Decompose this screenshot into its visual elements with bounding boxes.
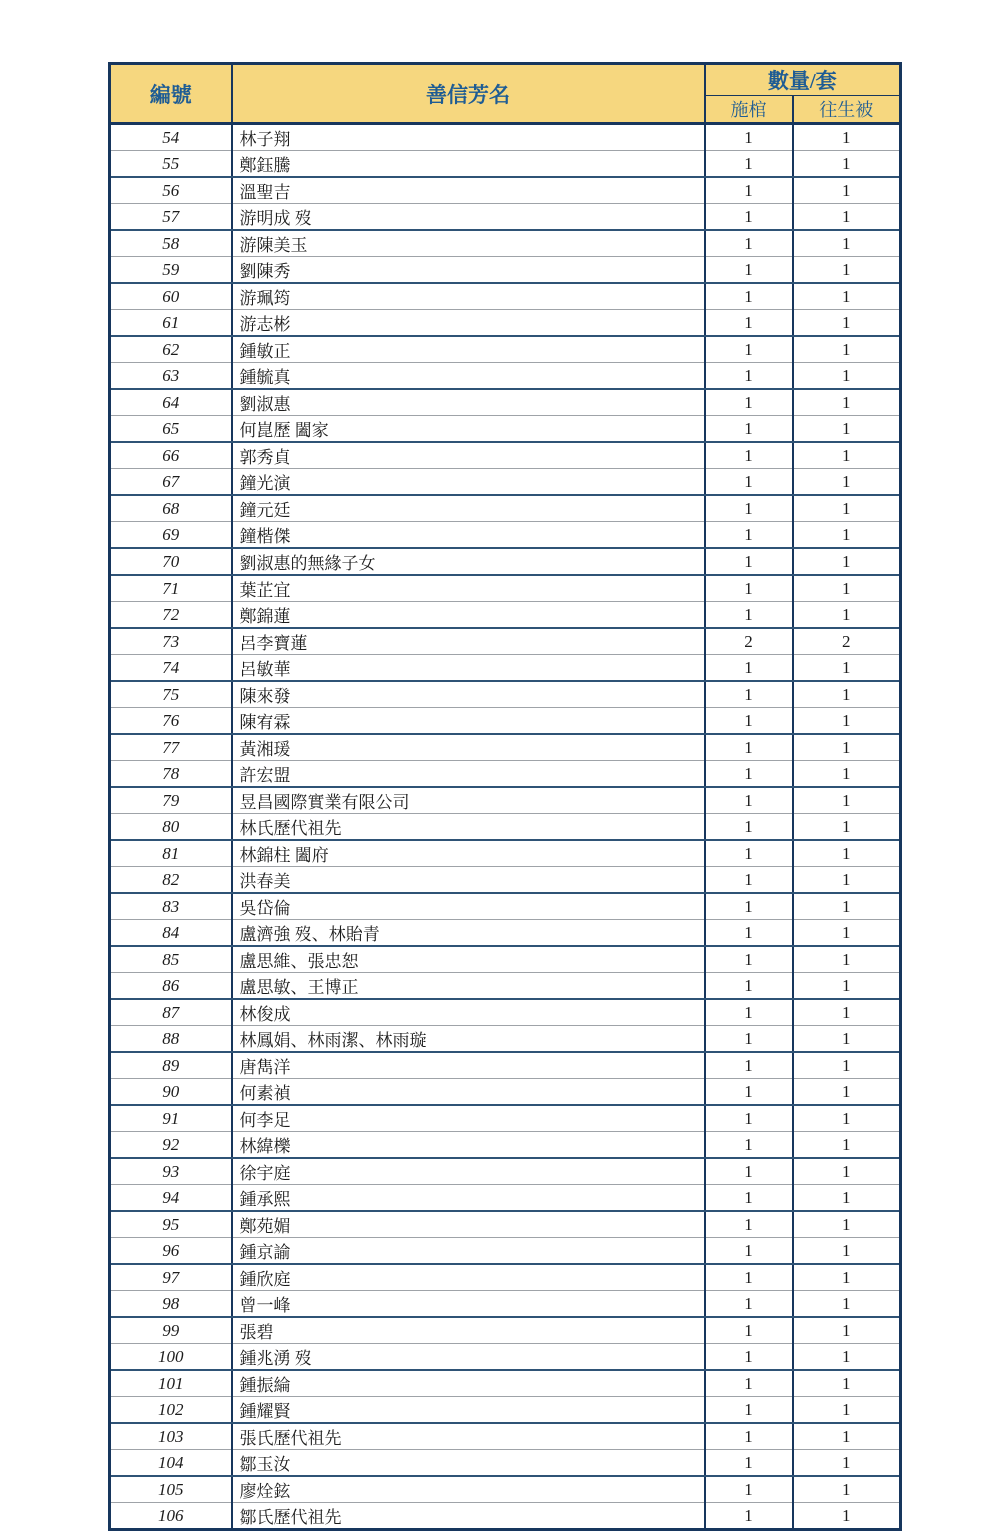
table-body bbox=[110, 124, 901, 1530]
table-row bbox=[110, 1476, 901, 1503]
row-number: 84 bbox=[110, 920, 232, 947]
row-number: 68 bbox=[110, 495, 232, 522]
donor-name: 劉淑惠的無緣子女 bbox=[232, 548, 705, 575]
table-row bbox=[110, 840, 901, 867]
row-number: 57 bbox=[110, 204, 232, 231]
donor-name: 張氏歷代祖先 bbox=[232, 1423, 705, 1450]
blanket-count: 1 bbox=[793, 1450, 901, 1477]
coffin-count: 1 bbox=[705, 734, 793, 761]
header-quantity-group: 數量/套 bbox=[705, 64, 901, 96]
blanket-count: 1 bbox=[793, 575, 901, 602]
coffin-count: 1 bbox=[705, 416, 793, 443]
coffin-count: 1 bbox=[705, 283, 793, 310]
coffin-count: 1 bbox=[705, 575, 793, 602]
table-row bbox=[110, 1423, 901, 1450]
table-row bbox=[110, 522, 901, 549]
blanket-count: 1 bbox=[793, 787, 901, 814]
blanket-count: 1 bbox=[793, 1476, 901, 1503]
coffin-count: 1 bbox=[705, 1344, 793, 1371]
coffin-count: 1 bbox=[705, 1238, 793, 1265]
blanket-count: 1 bbox=[793, 469, 901, 496]
donor-name: 溫聖吉 bbox=[232, 177, 705, 204]
table-row bbox=[110, 469, 901, 496]
coffin-count: 1 bbox=[705, 1185, 793, 1212]
coffin-count: 1 bbox=[705, 495, 793, 522]
coffin-count: 1 bbox=[705, 442, 793, 469]
coffin-count: 1 bbox=[705, 548, 793, 575]
coffin-count: 1 bbox=[705, 867, 793, 894]
table-row bbox=[110, 1079, 901, 1106]
table-row bbox=[110, 814, 901, 841]
row-number: 80 bbox=[110, 814, 232, 841]
table-row bbox=[110, 124, 901, 151]
coffin-count: 1 bbox=[705, 257, 793, 284]
blanket-count: 1 bbox=[793, 1158, 901, 1185]
donor-name: 曾一峰 bbox=[232, 1291, 705, 1318]
donor-name: 陳來發 bbox=[232, 681, 705, 708]
donor-name: 鄒玉汝 bbox=[232, 1450, 705, 1477]
coffin-count: 1 bbox=[705, 1052, 793, 1079]
row-number: 58 bbox=[110, 230, 232, 257]
donor-name: 唐雋洋 bbox=[232, 1052, 705, 1079]
blanket-count: 1 bbox=[793, 442, 901, 469]
table-row bbox=[110, 761, 901, 788]
row-number: 81 bbox=[110, 840, 232, 867]
blanket-count: 1 bbox=[793, 1079, 901, 1106]
table-row bbox=[110, 1211, 901, 1238]
donor-name: 何崑歷 闔家 bbox=[232, 416, 705, 443]
table-row bbox=[110, 708, 901, 735]
table-row bbox=[110, 1370, 901, 1397]
row-number: 64 bbox=[110, 389, 232, 416]
blanket-count: 1 bbox=[793, 681, 901, 708]
donor-name: 何李足 bbox=[232, 1105, 705, 1132]
coffin-count: 1 bbox=[705, 1079, 793, 1106]
table-row bbox=[110, 416, 901, 443]
row-number: 104 bbox=[110, 1450, 232, 1477]
table-row bbox=[110, 1317, 901, 1344]
blanket-count: 1 bbox=[793, 1423, 901, 1450]
row-number: 90 bbox=[110, 1079, 232, 1106]
donor-name: 盧濟強 歿、林貽青 bbox=[232, 920, 705, 947]
row-number: 67 bbox=[110, 469, 232, 496]
blanket-count: 1 bbox=[793, 389, 901, 416]
table-row bbox=[110, 548, 901, 575]
table-row bbox=[110, 283, 901, 310]
blanket-count: 1 bbox=[793, 257, 901, 284]
row-number: 102 bbox=[110, 1397, 232, 1424]
coffin-count: 1 bbox=[705, 310, 793, 337]
table-row bbox=[110, 1450, 901, 1477]
coffin-count: 1 bbox=[705, 602, 793, 629]
donor-name: 張碧 bbox=[232, 1317, 705, 1344]
donor-name: 鐘元廷 bbox=[232, 495, 705, 522]
coffin-count: 1 bbox=[705, 1158, 793, 1185]
table-row bbox=[110, 310, 901, 337]
table-row bbox=[110, 1052, 901, 1079]
row-number: 59 bbox=[110, 257, 232, 284]
donor-name: 葉芷宜 bbox=[232, 575, 705, 602]
coffin-count: 1 bbox=[705, 1503, 793, 1530]
coffin-count: 1 bbox=[705, 973, 793, 1000]
row-number: 93 bbox=[110, 1158, 232, 1185]
coffin-count: 1 bbox=[705, 840, 793, 867]
donor-name: 吳岱倫 bbox=[232, 893, 705, 920]
coffin-count: 1 bbox=[705, 999, 793, 1026]
row-number: 85 bbox=[110, 946, 232, 973]
coffin-count: 1 bbox=[705, 708, 793, 735]
blanket-count: 1 bbox=[793, 204, 901, 231]
blanket-count: 1 bbox=[793, 1238, 901, 1265]
table-row bbox=[110, 920, 901, 947]
row-number: 105 bbox=[110, 1476, 232, 1503]
donor-name: 鐘光演 bbox=[232, 469, 705, 496]
table-row bbox=[110, 787, 901, 814]
coffin-count: 1 bbox=[705, 1026, 793, 1053]
table-row bbox=[110, 1291, 901, 1318]
blanket-count: 1 bbox=[793, 495, 901, 522]
blanket-count: 1 bbox=[793, 1264, 901, 1291]
row-number: 73 bbox=[110, 628, 232, 655]
donor-name: 徐宇庭 bbox=[232, 1158, 705, 1185]
table-row bbox=[110, 1397, 901, 1424]
header-id: 編號 bbox=[110, 64, 232, 124]
blanket-count: 1 bbox=[793, 920, 901, 947]
coffin-count: 2 bbox=[705, 628, 793, 655]
coffin-count: 1 bbox=[705, 1423, 793, 1450]
coffin-count: 1 bbox=[705, 363, 793, 390]
blanket-count: 1 bbox=[842, 1505, 851, 1525]
donor-name: 林氏歷代祖先 bbox=[232, 814, 705, 841]
row-number: 74 bbox=[110, 655, 232, 682]
coffin-count: 1 bbox=[705, 1317, 793, 1344]
coffin-count: 1 bbox=[705, 124, 793, 151]
donor-name: 黃湘瑗 bbox=[232, 734, 705, 761]
blanket-count: 1 bbox=[793, 177, 901, 204]
row-number: 96 bbox=[110, 1238, 232, 1265]
table-row bbox=[110, 442, 901, 469]
donor-name: 洪春美 bbox=[232, 867, 705, 894]
blanket-count: 1 bbox=[793, 416, 901, 443]
row-number: 76 bbox=[110, 708, 232, 735]
coffin-count: 1 bbox=[705, 1264, 793, 1291]
row-number: 97 bbox=[110, 1264, 232, 1291]
blanket-count: 1 bbox=[793, 814, 901, 841]
row-number: 99 bbox=[110, 1317, 232, 1344]
row-number: 79 bbox=[110, 787, 232, 814]
donor-name: 鄭鈺騰 bbox=[232, 151, 705, 178]
header-coffin: 施棺 bbox=[705, 96, 793, 124]
coffin-count: 1 bbox=[705, 1450, 793, 1477]
table-row bbox=[110, 363, 901, 390]
coffin-count: 1 bbox=[705, 336, 793, 363]
row-number: 87 bbox=[110, 999, 232, 1026]
header-name: 善信芳名 bbox=[232, 64, 705, 124]
blanket-count: 1 bbox=[793, 602, 901, 629]
blanket-count: 1 bbox=[793, 363, 901, 390]
coffin-count: 1 bbox=[705, 469, 793, 496]
blanket-count: 1 bbox=[793, 999, 901, 1026]
blanket-count: 1 bbox=[793, 1317, 901, 1344]
blanket-count: 1 bbox=[793, 522, 901, 549]
donor-name: 鍾振綸 bbox=[232, 1370, 705, 1397]
donor-name: 鍾欣庭 bbox=[232, 1264, 705, 1291]
table-row bbox=[110, 655, 901, 682]
donor-name: 呂敏華 bbox=[232, 655, 705, 682]
row-number: 54 bbox=[110, 124, 232, 151]
row-number: 71 bbox=[110, 575, 232, 602]
donor-name: 游陳美玉 bbox=[232, 230, 705, 257]
table-row bbox=[110, 204, 901, 231]
donor-name: 游明成 歿 bbox=[232, 204, 705, 231]
coffin-count: 1 bbox=[705, 177, 793, 204]
donor-name: 鄭錦蓮 bbox=[232, 602, 705, 629]
donor-name: 郭秀貞 bbox=[232, 442, 705, 469]
row-number: 92 bbox=[110, 1132, 232, 1159]
table-row bbox=[110, 1132, 901, 1159]
header-blanket: 往生被 bbox=[793, 96, 901, 124]
table-row bbox=[110, 628, 901, 655]
row-number: 78 bbox=[110, 761, 232, 788]
coffin-count: 1 bbox=[705, 681, 793, 708]
blanket-count: 1 bbox=[793, 708, 901, 735]
coffin-count: 1 bbox=[705, 204, 793, 231]
table-row bbox=[110, 495, 901, 522]
table-row bbox=[110, 257, 901, 284]
row-number: 88 bbox=[110, 1026, 232, 1053]
row-number: 83 bbox=[110, 893, 232, 920]
blanket-count: 1 bbox=[793, 655, 901, 682]
donor-name: 鍾耀賢 bbox=[232, 1397, 705, 1424]
table-row bbox=[110, 177, 901, 204]
row-number: 86 bbox=[110, 973, 232, 1000]
donor-name: 鍾兆湧 歿 bbox=[232, 1344, 705, 1371]
table-row bbox=[110, 1238, 901, 1265]
table-row bbox=[110, 681, 901, 708]
donor-name: 盧思敏、王博正 bbox=[232, 973, 705, 1000]
row-number: 89 bbox=[110, 1052, 232, 1079]
coffin-count: 1 bbox=[705, 893, 793, 920]
donor-name: 游志彬 bbox=[232, 310, 705, 337]
blanket-count: 1 bbox=[793, 946, 901, 973]
table-row bbox=[110, 973, 901, 1000]
donor-name: 鄭苑媚 bbox=[232, 1211, 705, 1238]
table-row bbox=[110, 1185, 901, 1212]
coffin-count: 1 bbox=[705, 389, 793, 416]
blanket-count: 1 bbox=[793, 1370, 901, 1397]
row-number: 66 bbox=[110, 442, 232, 469]
coffin-count: 1 bbox=[705, 1132, 793, 1159]
blanket-count: 1 bbox=[793, 1211, 901, 1238]
row-number: 65 bbox=[110, 416, 232, 443]
blanket-count: 1 bbox=[793, 1291, 901, 1318]
table-row bbox=[110, 946, 901, 973]
donor-name: 林子翔 bbox=[232, 124, 705, 151]
blanket-count: 1 bbox=[793, 1185, 901, 1212]
donor-name: 盧思維、張忠恕 bbox=[232, 946, 705, 973]
coffin-count: 1 bbox=[705, 920, 793, 947]
blanket-count: 1 bbox=[793, 548, 901, 575]
blanket-count: 1 bbox=[793, 151, 901, 178]
donor-name: 劉陳秀 bbox=[232, 257, 705, 284]
row-number: 77 bbox=[110, 734, 232, 761]
table-row bbox=[110, 575, 901, 602]
blanket-count: 1 bbox=[793, 867, 901, 894]
donor-name: 鄒氏歷代祖先 bbox=[232, 1503, 705, 1530]
coffin-count: 1 bbox=[705, 761, 793, 788]
blanket-count: 1 bbox=[793, 230, 901, 257]
table-row bbox=[110, 1158, 901, 1185]
row-number: 75 bbox=[110, 681, 232, 708]
row-number: 91 bbox=[110, 1105, 232, 1132]
coffin-count: 1 bbox=[705, 1291, 793, 1318]
coffin-count: 1 bbox=[705, 1211, 793, 1238]
coffin-count: 1 bbox=[705, 151, 793, 178]
blanket-count: 1 bbox=[793, 893, 901, 920]
donor-name: 昱昌國際實業有限公司 bbox=[232, 787, 705, 814]
row-number: 72 bbox=[110, 602, 232, 629]
row-number: 103 bbox=[110, 1423, 232, 1450]
blanket-count: 1 bbox=[793, 1052, 901, 1079]
row-number: 98 bbox=[110, 1291, 232, 1318]
donor-name: 鐘楷傑 bbox=[232, 522, 705, 549]
coffin-count: 1 bbox=[705, 522, 793, 549]
row-number: 70 bbox=[110, 548, 232, 575]
table-row bbox=[110, 151, 901, 178]
row-number: 106 bbox=[110, 1503, 232, 1530]
coffin-count: 1 bbox=[705, 787, 793, 814]
row-number: 100 bbox=[110, 1344, 232, 1371]
donor-name: 林鳳娟、林雨潔、林雨璇 bbox=[232, 1026, 705, 1053]
table-row bbox=[110, 230, 901, 257]
blanket-count: 1 bbox=[793, 124, 901, 151]
table-row bbox=[110, 999, 901, 1026]
donor-name: 鍾京諭 bbox=[232, 1238, 705, 1265]
table-row bbox=[110, 1503, 901, 1530]
row-number: 61 bbox=[110, 310, 232, 337]
coffin-count: 1 bbox=[705, 1476, 793, 1503]
blanket-count: 1 bbox=[793, 1026, 901, 1053]
row-number: 95 bbox=[110, 1211, 232, 1238]
table-row bbox=[110, 1026, 901, 1053]
donor-name: 林錦柱 闔府 bbox=[232, 840, 705, 867]
row-number: 60 bbox=[110, 283, 232, 310]
coffin-count: 1 bbox=[705, 946, 793, 973]
row-number: 55 bbox=[110, 151, 232, 178]
coffin-count: 1 bbox=[705, 814, 793, 841]
blanket-count: 2 bbox=[793, 628, 901, 655]
row-number: 62 bbox=[110, 336, 232, 363]
table-row bbox=[110, 1105, 901, 1132]
row-number: 94 bbox=[110, 1185, 232, 1212]
donor-name: 劉淑惠 bbox=[232, 389, 705, 416]
donor-name: 廖烇鉉 bbox=[232, 1476, 705, 1503]
coffin-count: 1 bbox=[705, 655, 793, 682]
blanket-count: 1 bbox=[793, 310, 901, 337]
blanket-count: 1 bbox=[793, 1397, 901, 1424]
blanket-count: 1 bbox=[793, 283, 901, 310]
table-row bbox=[110, 867, 901, 894]
row-number: 63 bbox=[110, 363, 232, 390]
row-number: 69 bbox=[110, 522, 232, 549]
row-number: 82 bbox=[110, 867, 232, 894]
table-row bbox=[110, 893, 901, 920]
row-number: 56 bbox=[110, 177, 232, 204]
donor-name: 何素禎 bbox=[232, 1079, 705, 1106]
table-row bbox=[110, 1344, 901, 1371]
row-number: 101 bbox=[110, 1370, 232, 1397]
table-header bbox=[110, 64, 901, 124]
donor-name: 許宏盟 bbox=[232, 761, 705, 788]
table-row bbox=[110, 336, 901, 363]
coffin-count: 1 bbox=[705, 1397, 793, 1424]
donor-name: 游珮筠 bbox=[232, 283, 705, 310]
blanket-count: 1 bbox=[793, 1344, 901, 1371]
donor-table bbox=[108, 62, 902, 1531]
blanket-count: 1 bbox=[793, 336, 901, 363]
donor-name: 陳宥霖 bbox=[232, 708, 705, 735]
blanket-count: 1 bbox=[793, 734, 901, 761]
blanket-count: 1 bbox=[793, 973, 901, 1000]
blanket-count: 1 bbox=[793, 1132, 901, 1159]
coffin-count: 1 bbox=[705, 1370, 793, 1397]
blanket-count: 1 bbox=[793, 1105, 901, 1132]
donor-name: 呂李寶蓮 bbox=[232, 628, 705, 655]
table-row bbox=[110, 734, 901, 761]
donor-name: 鍾敏正 bbox=[232, 336, 705, 363]
coffin-count: 1 bbox=[705, 230, 793, 257]
donor-name: 林俊成 bbox=[232, 999, 705, 1026]
donor-name: 鍾承熙 bbox=[232, 1185, 705, 1212]
blanket-count: 1 bbox=[793, 840, 901, 867]
donor-name: 鍾毓真 bbox=[232, 363, 705, 390]
blanket-count: 1 bbox=[793, 761, 901, 788]
table-row bbox=[110, 389, 901, 416]
coffin-count: 1 bbox=[705, 1105, 793, 1132]
table-row bbox=[110, 602, 901, 629]
donor-name: 林緯櫟 bbox=[232, 1132, 705, 1159]
table-row bbox=[110, 1264, 901, 1291]
